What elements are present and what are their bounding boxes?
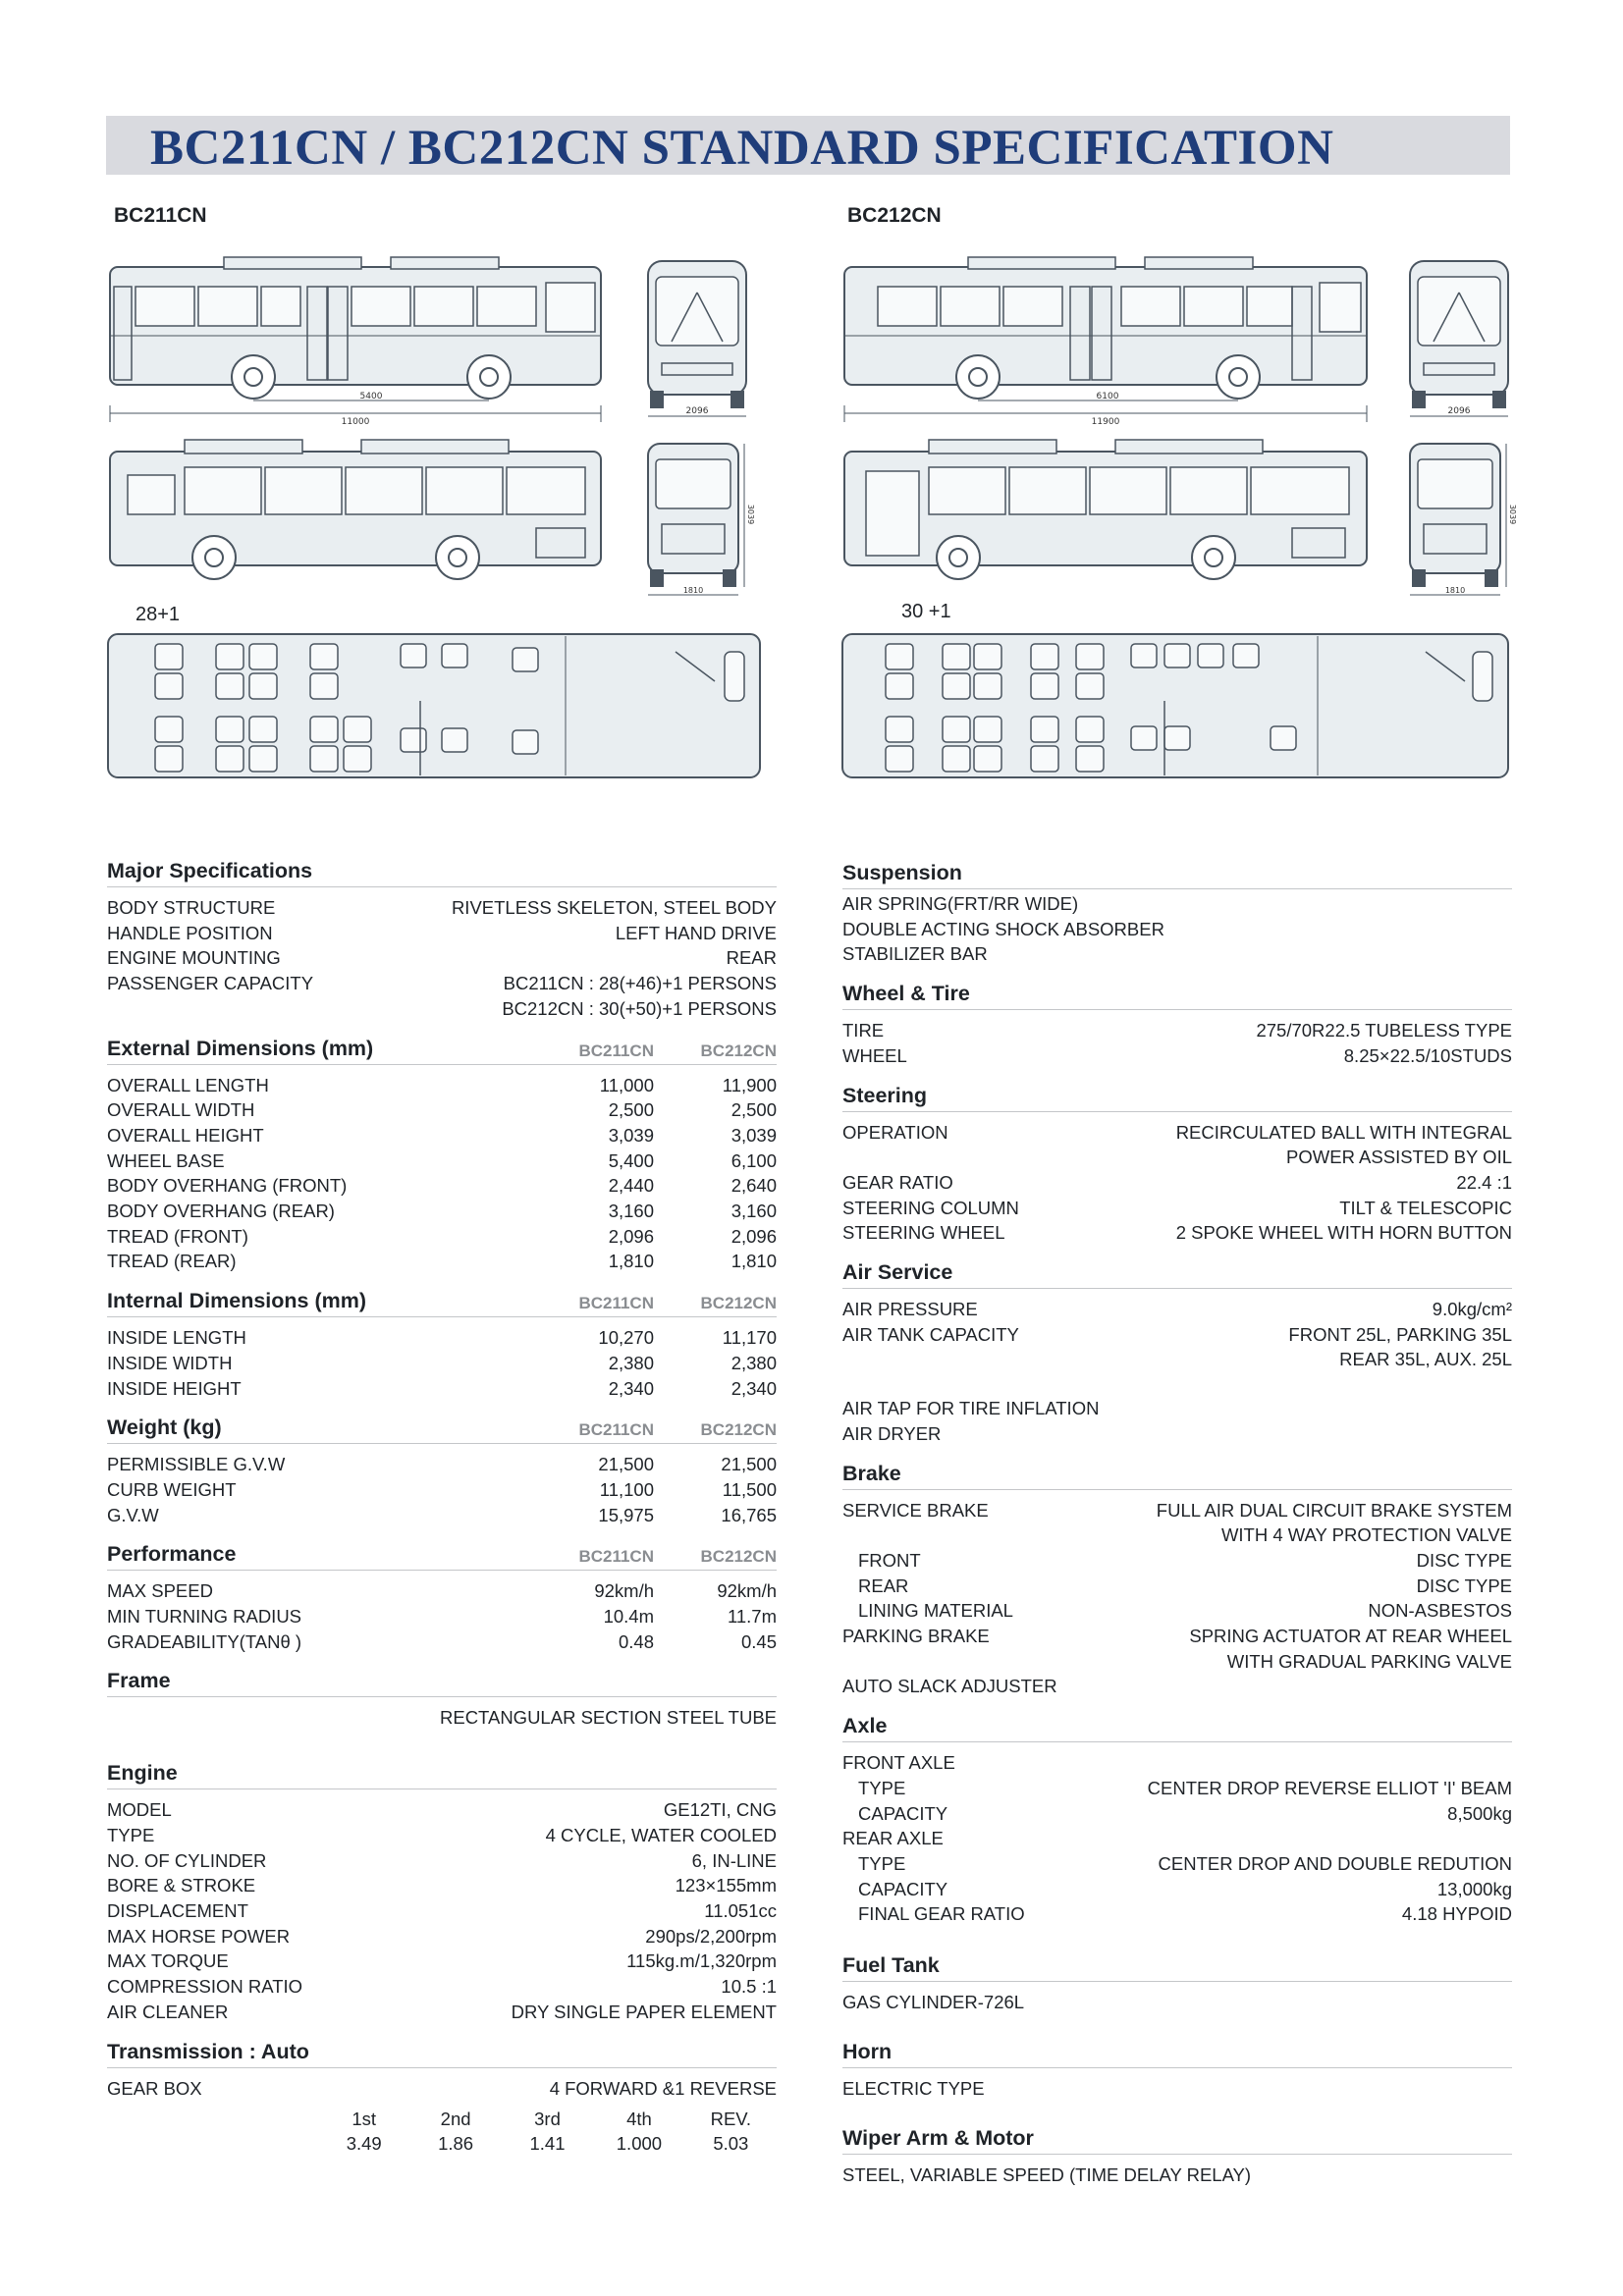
- section-frame: [107, 1666, 777, 1731]
- spec-row: AIR TANK CAPACITY FRONT 25L, PARKING 35L: [842, 1323, 1512, 1345]
- spec-row: INSIDE WIDTH 2,380 2,380: [107, 1352, 777, 1373]
- spec-line: GAS CYLINDER-726L: [842, 1992, 1025, 2013]
- spec-row: OPERATION RECIRCULATED BALL WITH INTEGRAL: [842, 1121, 1512, 1143]
- spec-row: PERMISSIBLE G.V.W 21,500 21,500: [107, 1454, 777, 1475]
- spec-row: BODY STRUCTURE RIVETLESS SKELETON, STEEL BODY: [107, 897, 777, 918]
- section-title: Suspension: [842, 861, 962, 884]
- spec-row: TREAD (FRONT) 2,096 2,096: [107, 1225, 777, 1247]
- seat-layout-right: [840, 632, 1512, 781]
- section-weight: [107, 1413, 777, 1527]
- dim-wheelbase-left: 5400: [359, 392, 383, 401]
- bus-side-view-right-2: [840, 436, 1375, 589]
- gear-labels: 1st 2nd 3rd 4th REV.: [352, 2109, 752, 2130]
- dim-wheelbase-right: 6100: [1096, 392, 1119, 401]
- dim-height-left: 3039: [746, 504, 755, 525]
- spec-row: LINING MATERIAL NON-ASBESTOS: [858, 1600, 1512, 1622]
- spec-row: OVERALL HEIGHT 3,039 3,039: [107, 1124, 777, 1146]
- spec-row: TIRE 275/70R22.5 TUBELESS TYPE: [842, 1020, 1512, 1041]
- col-header: BC211CN: [578, 1041, 654, 1060]
- section-air-service: [842, 1257, 1512, 1447]
- spec-line: STEEL, VARIABLE SPEED (TIME DELAY RELAY): [842, 2163, 1252, 2185]
- col-header: BC211CN: [578, 1420, 654, 1440]
- section-transmission: [107, 2037, 777, 2157]
- bus-front-view-left: [642, 253, 752, 428]
- spec-row: NO. OF CYLINDER 6, IN-LINE: [107, 1849, 777, 1871]
- seat-layout-left: [106, 632, 764, 781]
- spec-line: AIR SPRING(FRT/RR WIDE): [842, 893, 1079, 914]
- dim-front-width-left: 2096: [685, 406, 709, 416]
- section-title: Wheel & Tire: [842, 982, 970, 1006]
- section-external-dimensions: [107, 1034, 777, 1275]
- section-title: Transmission : Auto: [107, 2039, 309, 2063]
- spec-line: DOUBLE ACTING SHOCK ABSORBER: [842, 918, 1164, 939]
- section-internal-dimensions: [107, 1286, 777, 1401]
- dim-rear-width-left: 1810: [682, 586, 704, 595]
- spec-line: FRONT AXLE: [842, 1752, 955, 1774]
- section-axle: [842, 1711, 1512, 1927]
- col-header: BC212CN: [700, 1041, 777, 1060]
- dim-length-left: 11000: [341, 417, 370, 427]
- bus-front-view-right: [1404, 253, 1514, 428]
- model-label-right: BC212CN: [847, 204, 942, 227]
- spec-column-left: [107, 856, 777, 2156]
- section-horn: [842, 2037, 1512, 2102]
- section-title: Brake: [842, 1461, 901, 1485]
- spec-value-continued: BC212CN : 30(+50)+1 PERSONS: [502, 997, 777, 1019]
- spec-row: COMPRESSION RATIO 10.5 :1: [107, 1976, 777, 1998]
- section-engine: [107, 1758, 777, 2024]
- section-title: Wiper Arm & Motor: [842, 2125, 1034, 2150]
- spec-column-right: [842, 858, 1512, 2187]
- section-performance: [107, 1539, 777, 1654]
- section-brake: [842, 1459, 1512, 1700]
- section-fuel-tank: [842, 1950, 1512, 2015]
- spec-value-continued: REAR 35L, AUX. 25L: [1339, 1349, 1512, 1370]
- spec-row: REAR DISC TYPE: [858, 1575, 1512, 1596]
- seating-label-right: 30 +1: [901, 601, 951, 622]
- dim-front-width-right: 2096: [1447, 406, 1471, 416]
- seating-label-left: 28+1: [135, 604, 181, 625]
- spec-row: MAX TORQUE 115kg.m/1,320rpm: [107, 1950, 777, 1972]
- bus-side-view-left-2: [106, 436, 609, 589]
- page-title: BC211CN / BC212CN STANDARD SPECIFICATION: [150, 121, 1334, 176]
- spec-row: SERVICE BRAKE FULL AIR DUAL CIRCUIT BRAKE SYSTEM: [842, 1499, 1512, 1521]
- section-title: Steering: [842, 1083, 928, 1107]
- spec-row: OVERALL LENGTH 11,000 11,900: [107, 1074, 777, 1095]
- spec-value-continued: WITH 4 WAY PROTECTION VALVE: [1220, 1524, 1512, 1546]
- spec-row: INSIDE HEIGHT 2,340 2,340: [107, 1377, 777, 1399]
- spec-line: AIR DRYER: [842, 1422, 942, 1444]
- section-title: External Dimensions (mm): [107, 1036, 374, 1060]
- col-header: BC212CN: [700, 1547, 777, 1567]
- spec-row: MAX SPEED 92km/h 92km/h: [107, 1580, 777, 1602]
- dim-height-right: 3039: [1508, 504, 1517, 525]
- spec-row: TYPE CENTER DROP REVERSE ELLIOT 'I' BEAM: [858, 1777, 1512, 1798]
- spec-row: GEAR RATIO 22.4 :1: [842, 1171, 1512, 1193]
- spec-row: STEERING WHEEL 2 SPOKE WHEEL WITH HORN BUTTON: [842, 1222, 1512, 1244]
- title-banner: [106, 116, 1510, 175]
- section-title: Fuel Tank: [842, 1953, 940, 1978]
- spec-row: ENGINE MOUNTING REAR: [107, 947, 777, 969]
- spec-row: AIR PRESSURE 9.0kg/cm²: [842, 1299, 1512, 1320]
- dim-length-right: 11900: [1091, 417, 1120, 427]
- spec-row: WHEEL BASE 5,400 6,100: [107, 1149, 777, 1171]
- spec-value-continued: POWER ASSISTED BY OIL: [1286, 1147, 1512, 1168]
- spec-line: ELECTRIC TYPE: [842, 2077, 985, 2099]
- spec-row: STEERING COLUMN TILT & TELESCOPIC: [842, 1197, 1512, 1218]
- spec-row: CAPACITY 8,500kg: [858, 1802, 1512, 1824]
- section-wiper: [842, 2123, 1512, 2188]
- spec-row: HANDLE POSITION LEFT HAND DRIVE: [107, 922, 777, 943]
- spec-row: G.V.W 15,975 16,765: [107, 1504, 777, 1525]
- spec-row: INSIDE LENGTH 10,270 11,170: [107, 1327, 777, 1349]
- spec-value: RECTANGULAR SECTION STEEL TUBE: [440, 1707, 777, 1729]
- spec-value-continued: WITH GRADUAL PARKING VALVE: [1226, 1650, 1512, 1672]
- spec-row: GRADEABILITY(TANθ ) 0.48 0.45: [107, 1630, 777, 1652]
- spec-row: GEAR BOX 4 FORWARD &1 REVERSE: [107, 2077, 777, 2099]
- spec-row: BODY OVERHANG (FRONT) 2,440 2,640: [107, 1175, 777, 1197]
- spec-row: BODY OVERHANG (REAR) 3,160 3,160: [107, 1201, 777, 1222]
- col-header: BC212CN: [700, 1294, 777, 1313]
- col-header: BC211CN: [578, 1547, 654, 1567]
- spec-line: REAR AXLE: [842, 1828, 944, 1849]
- spec-row: PASSENGER CAPACITY BC211CN : 28(+46)+1 PERSONS: [107, 973, 777, 994]
- spec-row: BORE & STROKE 123×155mm: [107, 1875, 777, 1896]
- spec-row: MAX HORSE POWER 290ps/2,200rpm: [107, 1925, 777, 1947]
- section-major-specifications: [107, 856, 777, 1022]
- spec-row: TYPE CENTER DROP AND DOUBLE REDUTION: [858, 1852, 1512, 1874]
- bus-rear-view-right: [1404, 436, 1517, 603]
- section-steering: [842, 1081, 1512, 1247]
- spec-row: AIR CLEANER DRY SINGLE PAPER ELEMENT: [107, 2001, 777, 2022]
- col-header: BC212CN: [700, 1420, 777, 1440]
- section-title: Major Specifications: [107, 859, 313, 882]
- spec-row: FINAL GEAR RATIO 4.18 HYPOID: [858, 1903, 1512, 1925]
- section-title: Performance: [107, 1542, 237, 1567]
- spec-line: AIR TAP FOR TIRE INFLATION: [842, 1398, 1100, 1419]
- section-suspension: [842, 858, 1512, 967]
- spec-row: FRONT DISC TYPE: [858, 1549, 1512, 1571]
- spec-row: DISPLACEMENT 11.051cc: [107, 1899, 777, 1921]
- spec-row: TREAD (REAR) 1,810 1,810: [107, 1251, 777, 1272]
- gear-ratios: 3.49 1.86 1.41 1.000 5.03: [346, 2133, 749, 2155]
- section-title: Engine: [107, 1761, 178, 1786]
- spec-row: OVERALL WIDTH 2,500 2,500: [107, 1099, 777, 1121]
- model-label-left: BC211CN: [114, 204, 207, 227]
- section-title: Horn: [842, 2039, 893, 2063]
- spec-row: PARKING BRAKE SPRING ACTUATOR AT REAR WHEEL: [842, 1626, 1512, 1647]
- col-header: BC211CN: [578, 1294, 654, 1313]
- spec-line: STABILIZER BAR: [842, 943, 988, 965]
- spec-row: CAPACITY 13,000kg: [858, 1878, 1512, 1899]
- section-wheel-tire: [842, 979, 1512, 1068]
- spec-row: WHEEL 8.25×22.5/10STUDS: [842, 1044, 1512, 1066]
- dim-rear-width-right: 1810: [1444, 586, 1466, 595]
- spec-row: TYPE 4 CYCLE, WATER COOLED: [107, 1824, 777, 1845]
- spec-row: CURB WEIGHT 11,100 11,500: [107, 1478, 777, 1500]
- section-title: Axle: [842, 1714, 888, 1738]
- section-title: Air Service: [842, 1260, 953, 1285]
- bus-side-view-right: [840, 253, 1375, 428]
- spec-row: MIN TURNING RADIUS 10.4m 11.7m: [107, 1606, 777, 1628]
- spec-row: MODEL GE12TI, CNG: [107, 1799, 777, 1821]
- section-title: Internal Dimensions (mm): [107, 1289, 367, 1313]
- section-title: Weight (kg): [107, 1415, 222, 1440]
- section-title: Frame: [107, 1669, 171, 1693]
- bus-side-view-left: [106, 253, 609, 428]
- bus-rear-view-left: [642, 436, 755, 603]
- spec-line: AUTO SLACK ADJUSTER: [842, 1676, 1057, 1697]
